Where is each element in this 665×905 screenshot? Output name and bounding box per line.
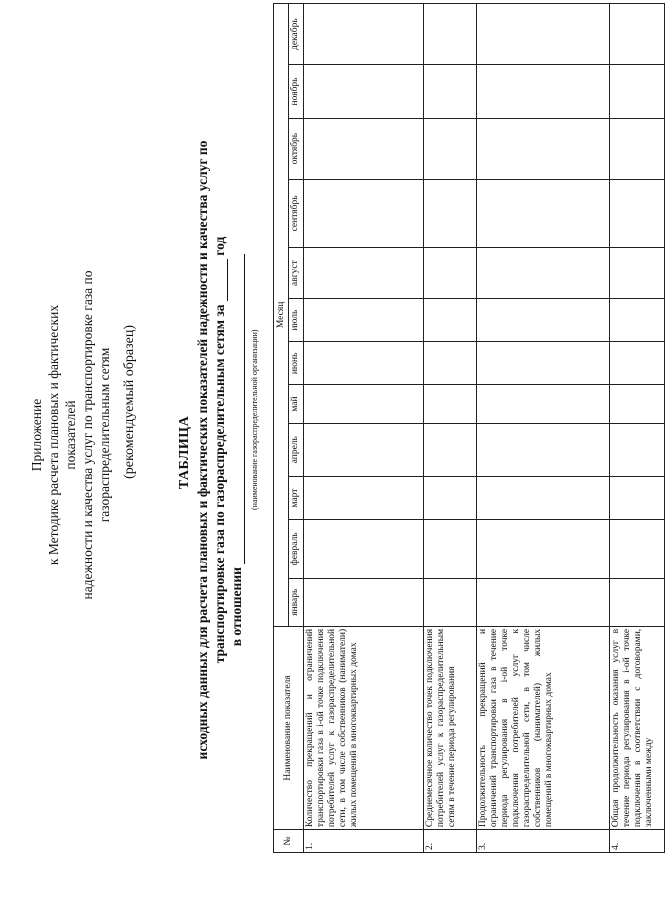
heading-text: год — [212, 236, 227, 256]
value-cell[interactable] — [304, 65, 424, 118]
value-cell[interactable] — [477, 578, 610, 626]
table-row — [610, 4, 665, 853]
heading-text: в отношении — [229, 567, 244, 647]
document-title: ТАБЛИЦА — [177, 415, 192, 490]
appendix-line: к Методике расчета плановых и фактических показателей — [46, 304, 78, 566]
value-cell[interactable] — [477, 476, 610, 519]
value-cell[interactable] — [477, 342, 610, 385]
value-cell[interactable] — [304, 299, 424, 342]
month-header: май — [289, 385, 304, 423]
heading-text: транспортировке газа по газораспределительным сетям за — [212, 304, 227, 664]
month-header: декабрь — [289, 4, 304, 65]
recommended-sample-note: (рекомендуемый образец) — [122, 325, 137, 479]
table-row — [304, 4, 424, 853]
heading-line: исходных данных для расчета плановых и фактических показателей надежности и качества услуг по — [195, 140, 210, 760]
month-header: ноябрь — [289, 65, 304, 118]
value-cell[interactable] — [610, 248, 665, 299]
value-cell[interactable] — [424, 520, 477, 578]
value-cell[interactable] — [610, 342, 665, 385]
value-cell[interactable] — [477, 118, 610, 179]
col-name-header: Наименование показателя — [274, 626, 304, 829]
month-header: март — [289, 476, 304, 519]
month-header: январь — [289, 578, 304, 626]
value-cell[interactable] — [304, 179, 424, 248]
value-cell[interactable] — [304, 578, 424, 626]
document-heading — [194, 105, 245, 795]
appendix-block — [28, 270, 113, 600]
appendix-line: надежности и качества услуг по транспортировке газа по — [80, 270, 95, 600]
value-cell[interactable] — [477, 4, 610, 65]
value-cell[interactable] — [424, 248, 477, 299]
value-cell[interactable] — [304, 385, 424, 423]
value-cell[interactable] — [610, 578, 665, 626]
value-cell[interactable] — [610, 179, 665, 248]
month-header: сентябрь — [289, 179, 304, 248]
value-cell[interactable] — [424, 476, 477, 519]
table-header-row — [274, 4, 289, 853]
row-number: 3. — [477, 830, 610, 853]
value-cell[interactable] — [424, 4, 477, 65]
month-header: февраль — [289, 520, 304, 578]
value-cell[interactable] — [477, 520, 610, 578]
value-cell[interactable] — [424, 299, 477, 342]
value-cell[interactable] — [304, 118, 424, 179]
value-cell[interactable] — [424, 342, 477, 385]
value-cell[interactable] — [304, 476, 424, 519]
row-number: 1. — [304, 830, 424, 853]
indicator-name: Продолжительность прекращений и ограничений транспортировки газа в течение периода регулирования в i-ой точке подключения потребителей услуг к газораспределительной сети, в том числе собственников (нанимателей) жилых помещений в многоквартирных домах — [477, 626, 610, 829]
value-cell[interactable] — [304, 423, 424, 476]
value-cell[interactable] — [610, 385, 665, 423]
value-cell[interactable] — [424, 179, 477, 248]
month-header: апрель — [289, 423, 304, 476]
table-row — [477, 4, 610, 853]
indicator-name: Количество прекращений и ограничений транспортировки газа в i-ой точке подключения потребителей услуг к газораспределительной сети, в том числе собственников (наниматели) жилых помещений в многоквартирных домах — [304, 626, 424, 829]
value-cell[interactable] — [424, 423, 477, 476]
month-header: июль — [289, 299, 304, 342]
value-cell[interactable] — [610, 423, 665, 476]
value-cell[interactable] — [304, 4, 424, 65]
col-number-header: № — [274, 830, 304, 853]
appendix-line: газораспределительным сетям — [97, 347, 112, 523]
month-header: август — [289, 248, 304, 299]
month-group-header: Месяц — [274, 4, 289, 627]
indicator-name: Среднемесячное количество точек подключения потребителей услуг к газораспределительным сетям в течение периода регулирования — [424, 626, 477, 829]
value-cell[interactable] — [477, 299, 610, 342]
value-cell[interactable] — [424, 118, 477, 179]
value-cell[interactable] — [610, 4, 665, 65]
table-row — [424, 4, 477, 853]
value-cell[interactable] — [477, 248, 610, 299]
value-cell[interactable] — [424, 65, 477, 118]
value-cell[interactable] — [304, 342, 424, 385]
heading-line — [211, 105, 228, 795]
month-header: июнь — [289, 342, 304, 385]
organization-blank — [232, 254, 245, 564]
value-cell[interactable] — [304, 520, 424, 578]
value-cell[interactable] — [424, 578, 477, 626]
heading-line — [228, 105, 245, 795]
organization-caption: (наименование газораспределительной организации) — [250, 329, 259, 510]
year-blank — [215, 259, 228, 301]
value-cell[interactable] — [477, 65, 610, 118]
value-cell[interactable] — [477, 423, 610, 476]
value-cell[interactable] — [610, 65, 665, 118]
value-cell[interactable] — [304, 248, 424, 299]
value-cell[interactable] — [610, 520, 665, 578]
appendix-label: Приложение — [29, 398, 44, 472]
indicators-table — [273, 3, 665, 853]
value-cell[interactable] — [610, 476, 665, 519]
row-number: 4. — [610, 830, 665, 853]
value-cell[interactable] — [477, 385, 610, 423]
month-header: октябрь — [289, 118, 304, 179]
value-cell[interactable] — [610, 299, 665, 342]
value-cell[interactable] — [477, 179, 610, 248]
indicator-name: Общая продолжительность оказания услуг в течение периода регулирования в i-ой точке подключения в соответствии с договорами, заключенными между — [610, 626, 665, 829]
value-cell[interactable] — [610, 118, 665, 179]
row-number: 2. — [424, 830, 477, 853]
value-cell[interactable] — [424, 385, 477, 423]
